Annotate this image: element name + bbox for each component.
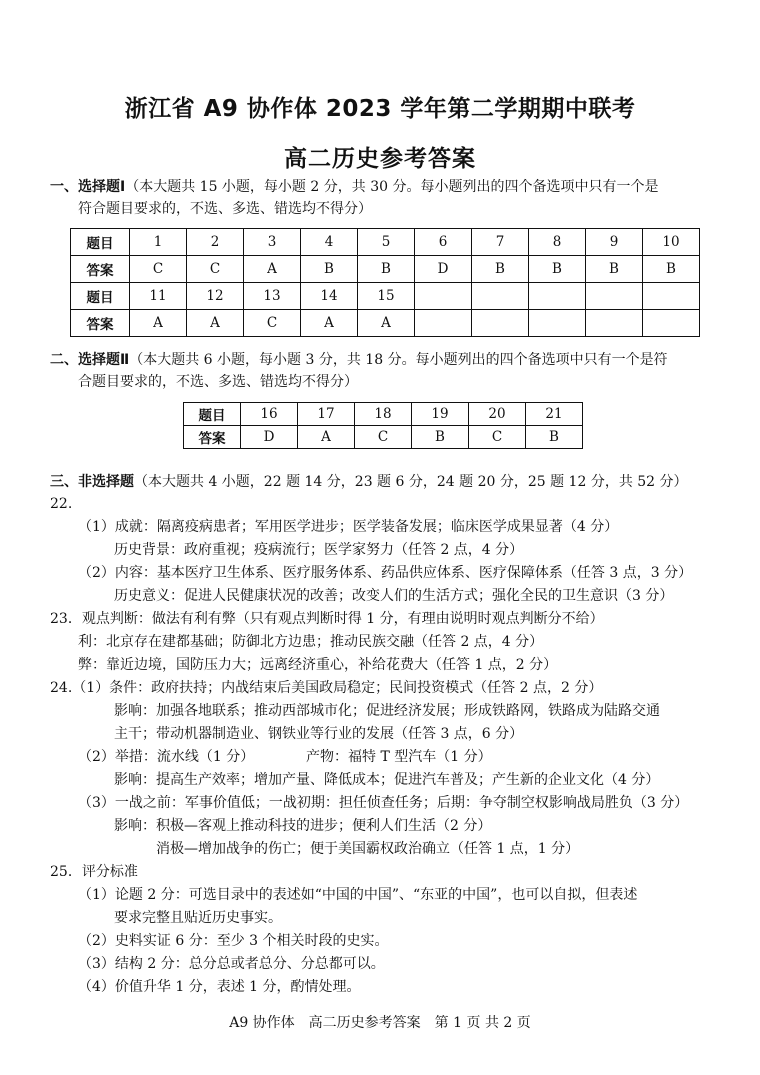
row-label: 题目 (71, 229, 130, 256)
table-cell: 10 (643, 229, 700, 256)
table-cell (529, 283, 586, 310)
table-cell: 13 (244, 283, 301, 310)
table-cell: B (529, 256, 586, 283)
answer-line: 历史意义：促进人民健康状况的改善；改变人们的生活方式；强化全民的卫生意识（3 分） (114, 588, 674, 604)
table-cell: B (643, 256, 700, 283)
table-cell: A (301, 310, 358, 337)
answer-line: 23．观点判断：做法有利有弊（只有观点判断时得 1 分，有理由说明时观点判断分不给） (50, 611, 604, 627)
table-row (184, 426, 583, 449)
answer-line: 24.（1）条件：政府扶持；内战结束后美国政局稳定；民间投资模式（任答 2 点，2 分） (50, 680, 603, 696)
section3-desc: （本大题共 4 小题，22 题 14 分，23 题 6 分，24 题 20 分，25 题 12 分，共 52 分） (134, 474, 688, 490)
table-row (71, 256, 700, 283)
table-cell: B (358, 256, 415, 283)
table-cell (643, 283, 700, 310)
answer-line: 利：北京存在建都基础；防御北方边患；推动民族交融（任答 2 点，4 分） (78, 634, 544, 650)
table-cell: 3 (244, 229, 301, 256)
answer-line: 要求完整且贴近历史事实。 (114, 910, 282, 926)
table-row (71, 283, 700, 310)
table-cell: 16 (241, 403, 298, 426)
page-subtitle: 高二历史参考答案 (284, 146, 476, 172)
table-cell: 19 (412, 403, 469, 426)
section2-answer-table (183, 402, 583, 449)
table-cell: B (526, 426, 583, 449)
section2-heading: 二、选择题Ⅱ (50, 352, 130, 368)
answer-line: 25．评分标准 (50, 864, 138, 880)
answer-line: 主干；带动机器制造业、钢铁业等行业的发展（任答 3 点，6 分） (114, 726, 524, 742)
table-cell: D (241, 426, 298, 449)
table-cell: A (187, 310, 244, 337)
table-cell: 14 (301, 283, 358, 310)
table-cell (643, 310, 700, 337)
section2-desc: （本大题共 6 小题，每小题 3 分，共 18 分。每小题列出的四个备选项中只有一个是符 (129, 352, 668, 368)
answer-line: 历史背景：政府重视；疫病流行；医学家努力（任答 2 点，4 分） (114, 542, 524, 558)
row-label: 题目 (71, 283, 130, 310)
answer-line: 影响：加强各地联系；推动西部城市化；促进经济发展；形成铁路网，铁路成为陆路交通 (114, 703, 660, 719)
answer-line: 弊：靠近边境，国防压力大；远离经济重心，补给花费大（任答 1 点，2 分） (78, 657, 558, 673)
row-label: 答案 (71, 310, 130, 337)
table-cell: B (586, 256, 643, 283)
answer-line: 产物：福特 T 型汽车（1 分） (306, 749, 492, 765)
answer-line: （2）内容：基本医疗卫生体系、医疗服务体系、药品供应体系、医疗保障体系（任答 3 点，3 分） (78, 565, 693, 581)
table-cell: D (415, 256, 472, 283)
table-row (71, 310, 700, 337)
table-cell: B (301, 256, 358, 283)
answer-line: （4）价值升华 1 分，表述 1 分，酌情处理。 (78, 979, 361, 995)
section3-header (50, 472, 688, 492)
table-row (184, 403, 583, 426)
table-cell: 9 (586, 229, 643, 256)
table-cell: 20 (469, 403, 526, 426)
table-cell: 8 (529, 229, 586, 256)
table-cell: C (187, 256, 244, 283)
page-title: 浙江省 A9 协作体 2023 学年第二学期期中联考 (124, 96, 636, 122)
section1-desc-cont: 符合题目要求的，不选、多选、错选均不得分） (78, 201, 372, 217)
table-cell: B (412, 426, 469, 449)
table-cell: 7 (472, 229, 529, 256)
table-cell: A (130, 310, 187, 337)
table-cell: 15 (358, 283, 415, 310)
answer-line: 22. (50, 496, 73, 512)
section1-answer-table (70, 228, 700, 337)
table-cell: 2 (187, 229, 244, 256)
table-cell: C (355, 426, 412, 449)
section1-heading: 一、选择题Ⅰ (50, 179, 126, 195)
table-cell: A (358, 310, 415, 337)
table-cell: 6 (415, 229, 472, 256)
answer-line: 消极—增加战争的伤亡；便于美国霸权政治确立（任答 1 点，1 分） (156, 841, 580, 857)
row-label: 题目 (184, 403, 241, 426)
table-cell: 4 (301, 229, 358, 256)
section2-header (50, 350, 668, 370)
table-cell: C (469, 426, 526, 449)
table-cell (472, 283, 529, 310)
table-cell: 18 (355, 403, 412, 426)
answer-line: （2）举措：流水线（1 分） (78, 749, 255, 765)
table-cell: A (244, 256, 301, 283)
table-cell: A (298, 426, 355, 449)
section2-desc-cont: 合题目要求的，不选、多选、错选均不得分） (78, 374, 358, 390)
page-footer: A9 协作体 高二历史参考答案 第 1 页 共 2 页 (229, 1015, 531, 1031)
table-cell (415, 310, 472, 337)
table-cell: C (130, 256, 187, 283)
table-cell: B (472, 256, 529, 283)
section1-desc: （本大题共 15 小题，每小题 2 分，共 30 分。每小题列出的四个备选项中只有一个是 (125, 179, 659, 195)
table-cell (586, 283, 643, 310)
answer-line: 影响：提高生产效率；增加产量、降低成本；促进汽车普及；产生新的企业文化（4 分） (114, 772, 660, 788)
table-cell: 5 (358, 229, 415, 256)
answer-line: （1）论题 2 分：可选目录中的表述如“中国的中国”、“东亚的中国”，也可以自拟，但表述 (78, 887, 638, 903)
row-label: 答案 (184, 426, 241, 449)
section3-heading: 三、非选择题 (50, 474, 134, 490)
table-cell: 17 (298, 403, 355, 426)
table-cell (529, 310, 586, 337)
table-cell: 1 (130, 229, 187, 256)
table-cell: 21 (526, 403, 583, 426)
answer-line: 影响：积极—客观上推动科技的进步；便利人们生活（2 分） (114, 818, 492, 834)
answer-line: （3）结构 2 分：总分总或者总分、分总都可以。 (78, 956, 385, 972)
table-cell (586, 310, 643, 337)
table-cell: 12 (187, 283, 244, 310)
answer-line: （3）一战之前：军事价值低；一战初期：担任侦查任务；后期：争夺制空权影响战局胜负（3 分） (78, 795, 689, 811)
row-label: 答案 (71, 256, 130, 283)
table-cell (472, 310, 529, 337)
table-cell: 11 (130, 283, 187, 310)
table-row (71, 229, 700, 256)
answer-line: （2）史料实证 6 分：至少 3 个相关时段的史实。 (78, 933, 389, 949)
answer-line: （1）成就：隔离疫病患者；军用医学进步；医学装备发展；临床医学成果显著（4 分） (78, 519, 619, 535)
table-cell: C (244, 310, 301, 337)
table-cell (415, 283, 472, 310)
section1-header (50, 177, 658, 197)
